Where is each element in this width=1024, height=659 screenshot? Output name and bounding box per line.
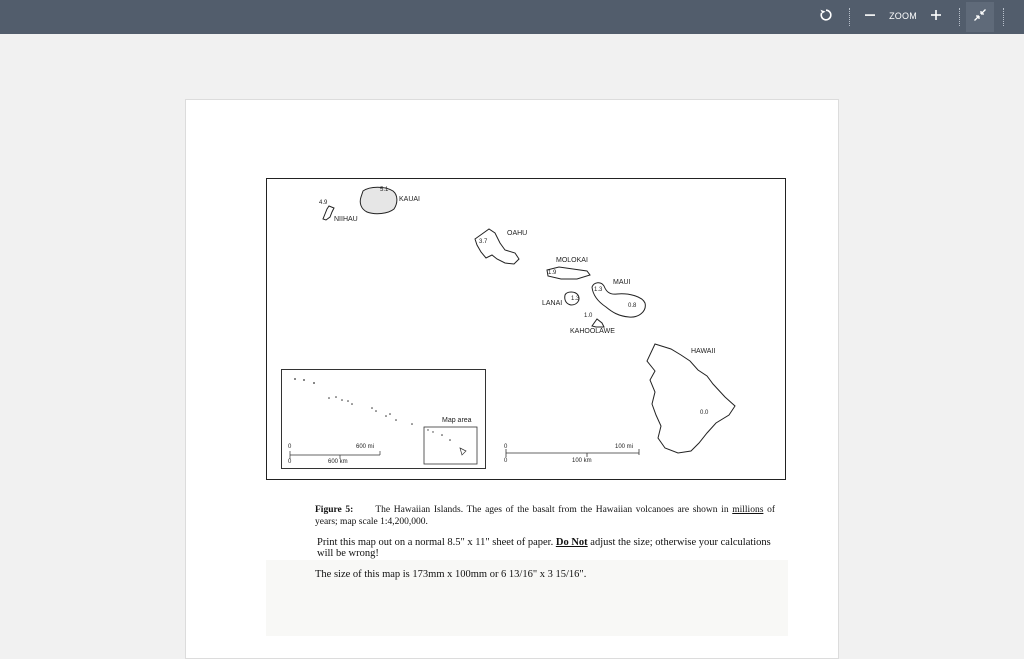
inset-map-area-label: Map area — [442, 417, 472, 424]
niihau-label: NIIHAU — [334, 216, 358, 223]
collapse-icon — [973, 8, 987, 27]
toolbar-divider — [849, 8, 850, 26]
kauai-label: KAUAI — [399, 196, 421, 203]
hawaii-map — [266, 178, 786, 480]
niihau-age: 4.9 — [319, 200, 328, 206]
rotate-button[interactable] — [815, 4, 837, 30]
rotate-icon — [819, 8, 833, 27]
toolbar-divider — [959, 8, 960, 26]
inset-map — [281, 369, 486, 469]
exit-fullscreen-button[interactable] — [966, 2, 994, 32]
kauai-age: 5.1 — [380, 187, 389, 193]
lanai-label: LANAI — [542, 300, 563, 307]
kahoolawe-age: 1.0 — [584, 313, 593, 319]
oahu-label: OAHU — [507, 230, 528, 237]
zoom-label: ZOOM — [889, 11, 917, 21]
molokai-label: MOLOKAI — [556, 257, 588, 264]
print-text-2: adjust the size; otherwise your calculations will be wrong! — [317, 537, 771, 559]
scale-zero-bottom: 0 — [504, 458, 508, 464]
zoom-in-button[interactable] — [928, 4, 944, 30]
scanned-figure — [266, 178, 788, 636]
figure-text-2: of years; map scale 1:4,200,000. — [315, 505, 775, 527]
plus-icon — [930, 8, 942, 26]
hawaii-age: 0.0 — [700, 410, 709, 416]
scale-mi-label: 100 mi — [615, 444, 634, 450]
inset-scale-zero-bottom: 0 — [288, 459, 292, 465]
inset-scale-mi: 600 mi — [356, 444, 375, 450]
viewer-toolbar — [0, 0, 1024, 34]
document-page — [185, 99, 839, 659]
maui-east-age: 0.8 — [628, 303, 637, 309]
kahoolawe-label: KAHOOLAWE — [570, 328, 615, 335]
scale-km-label: 100 km — [572, 458, 592, 464]
figure-text-underlined: millions — [732, 505, 764, 515]
inset-scale-km: 600 km — [328, 459, 348, 465]
scale-zero-top: 0 — [504, 444, 508, 450]
map-size-note: The size of this map is 173mm x 100mm or 6 13/16" x 3 15/16". — [315, 569, 587, 580]
maui-west-age: 1.3 — [594, 287, 603, 293]
hawaii-label: HAWAII — [691, 348, 716, 355]
print-text-emph: Do Not — [555, 537, 588, 548]
figure-caption — [315, 504, 775, 528]
molokai-age: 1.9 — [548, 270, 557, 276]
maui-label: MAUI — [613, 279, 631, 286]
lanai-age: 1.3 — [571, 296, 580, 302]
figure-text-1: The Hawaiian Islands. The ages of the basalt from the Hawaiian volcanoes are shown in — [375, 505, 733, 515]
figure-label: Figure 5: — [315, 505, 354, 515]
inset-scale-zero-top: 0 — [288, 444, 292, 450]
minus-icon — [864, 8, 876, 26]
print-text-1: Print this map out on a normal 8.5" x 11" sheet of paper. — [317, 537, 556, 548]
print-instructions — [317, 537, 777, 559]
oahu-age: 3.7 — [479, 239, 488, 245]
zoom-out-button[interactable] — [862, 4, 878, 30]
toolbar-divider — [1003, 8, 1004, 26]
